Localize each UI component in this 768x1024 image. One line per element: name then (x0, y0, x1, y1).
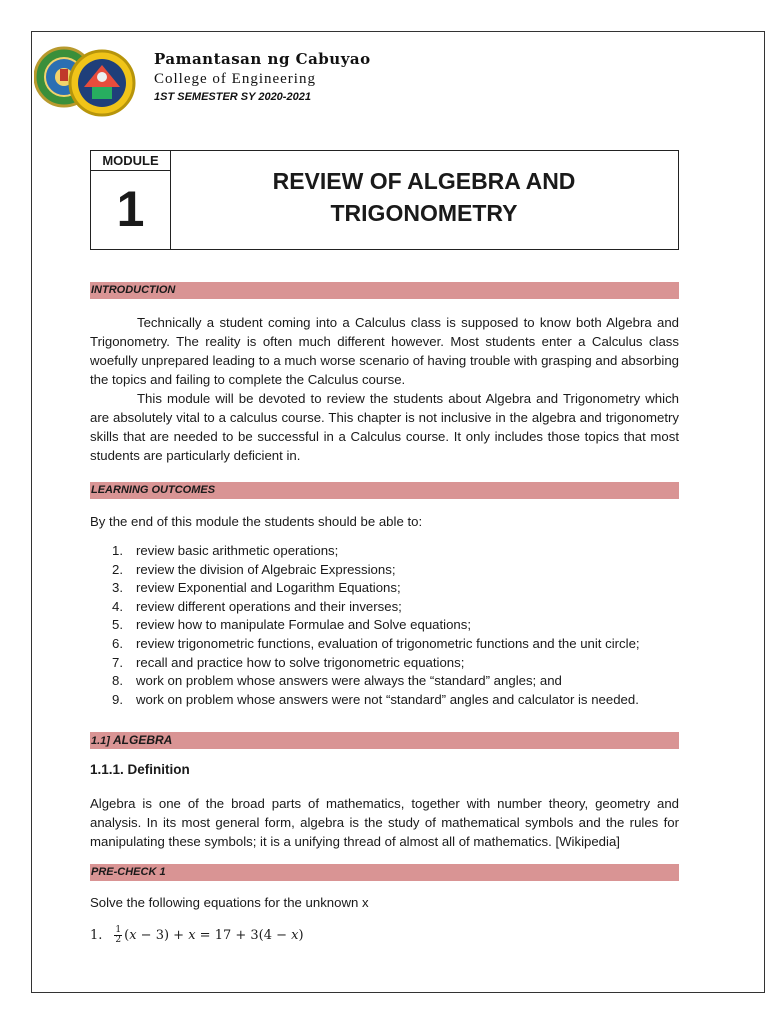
module-label: MODULE (91, 151, 171, 171)
introduction-paragraph-2: This module will be devoted to review the students about Algebra and Trigonometry which are absolutely vital to a calculus course. This chapter is not inclusive in the algebra and trigonometry skills that are needed to be successful in a Calculus course. It only includes those topics that most students are particularly deficient in. (90, 391, 679, 463)
introduction-text (90, 313, 679, 465)
module-header-box (90, 150, 679, 250)
semester-label: 1ST SEMESTER SY 2020-2021 (154, 91, 311, 103)
list-item: 5. review how to manipulate Formulae and Solve equations; (112, 617, 472, 633)
introduction-heading: INTRODUCTION (90, 282, 679, 299)
precheck-heading: PRE-CHECK 1 (90, 864, 679, 881)
college-name: College of Engineering (154, 71, 316, 87)
list-item: 6. review trigonometric functions, evaluation of trigonometric functions and the unit circle; (112, 635, 640, 651)
university-logos (34, 37, 138, 121)
equation-body: (𝑥 − 3) + 𝑥 = 17 + 3(4 − 𝑥) (124, 928, 304, 943)
definition-subheading: 1.1.1. Definition (90, 762, 190, 777)
outcomes-lead: By the end of this module the students should be able to: (90, 514, 423, 529)
list-item: 1. review basic arithmetic operations; (112, 543, 339, 558)
list-item: 3. review Exponential and Logarithm Equations; (112, 580, 401, 596)
module-title-line1: REVIEW OF ALGEBRA AND (272, 168, 576, 194)
list-item: 9. work on problem whose answers were not “standard” angles and calculator is needed. (112, 691, 639, 707)
fraction-one-half: $\frac{1}{2}$ (115, 925, 122, 945)
algebra-definition: Algebra is one of the broad parts of mathematics, together with number theory, geometry and analysis. In its most general form, algebra is the study of mathematical symbols and the rules for manipulating these symbols; it is a unifying thread of almost all of mathematics. [Wikipedia] (90, 796, 679, 849)
list-item: 8. work on problem whose answers were always the “standard” angles; and (112, 673, 562, 689)
introduction-paragraph-1: Technically a student coming into a Calculus class is supposed to know both Algebra and Trigonometry. The reality is often much different however. Most students enter a Calculus class woefully unprepared leading to a much worse scenario of having trouble with grasping and absorbing the topics and failing to complete the Calculus course. (90, 315, 679, 387)
module-title (171, 165, 677, 229)
module-number: 1 (91, 171, 171, 249)
precheck-instruction: Solve the following equations for the unknown x (90, 895, 369, 910)
college-seal-icon (70, 51, 134, 115)
equation-number: 1. (90, 928, 103, 943)
list-item: 4. review different operations and their inverses; (112, 598, 402, 614)
list-item: 7. recall and practice how to solve trigonometric equations; (112, 654, 465, 670)
module-title-line2: TRIGONOMETRY (330, 200, 518, 226)
list-item: 2. review the division of Algebraic Expressions; (112, 561, 396, 577)
outcomes-list (112, 542, 640, 709)
university-name: Pamantasan ng Cabuyao (154, 50, 371, 68)
equation-1 (90, 926, 304, 945)
learning-outcomes-heading: LEARNING OUTCOMES (90, 482, 679, 499)
algebra-heading: 1.1] ALGEBRA (90, 732, 679, 749)
